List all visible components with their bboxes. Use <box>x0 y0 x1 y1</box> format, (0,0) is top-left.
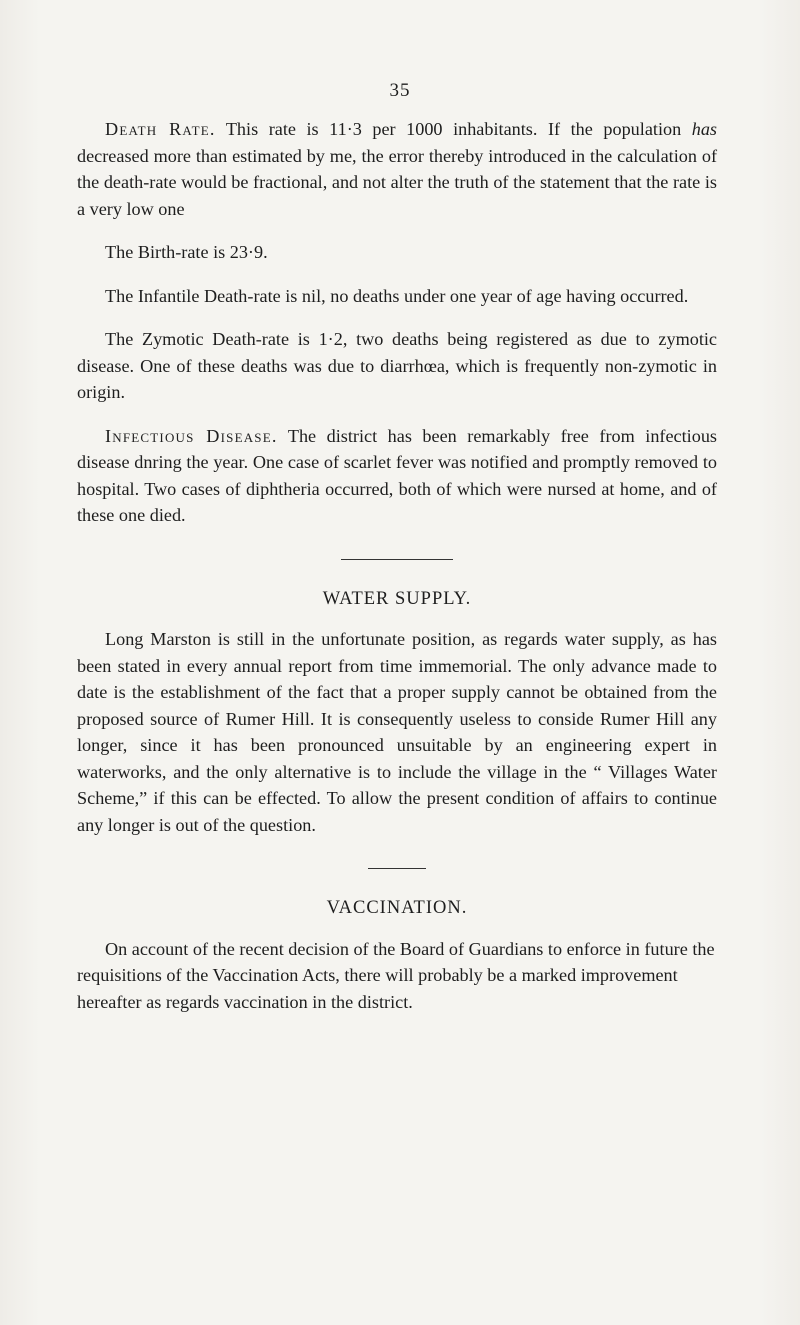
water-supply-paragraph: Long Marston is still in the unfortunate position, as regards water supply, as has been stated in every annual report from time immemorial. The only advance made to date is the establishment of the fact that a proper supply cannot be obtained from the proposed source of Rumer Hill. It is consequently useless to conside Rumer Hill any longer, since it has been pronounced unsuitable by an engineering expert in waterworks, and the only alternative is to include the village in the “ Villages Water Scheme,” if this can be effected. To allow the present condition of affairs to continue any longer is out of the question. <box>77 629 717 835</box>
vaccination-heading: VACCINATION. <box>326 898 468 918</box>
vaccination-paragraph: On account of the recent decision of the Board of Guardians to enforce in future the requisitions of the Vaccination Acts, there will probably be a marked improvement hereafter as regards vaccination in the district. <box>77 938 715 1012</box>
zymotic-death-rate-paragraph: The Zymotic Death-rate is 1·2, two deaths being registered as due to zymotic disease. One of these deaths was due to diarrhœa, which is frequently non-zymotic in origin. <box>77 329 717 402</box>
death-rate-text-1: This rate is 11·3 per 1000 inhabitants. If the population <box>215 119 692 139</box>
document-body <box>77 116 717 1032</box>
infectious-disease-lead: Infectious Disease. <box>105 425 278 446</box>
infectious-disease-text: The district has been remarkably free from infectious disease dnring the year. One case of scarlet fever was notified and promptly removed to hospital. Two cases of diphtheria occurred, both of which were nursed at home, and of these one died. <box>77 425 718 525</box>
water-supply-heading: WATER SUPPLY. <box>322 588 472 609</box>
death-rate-lead: Death Rate. <box>105 119 216 139</box>
page-number: 35 <box>389 80 411 101</box>
section-divider <box>341 559 453 560</box>
death-rate-text-2: decreased more than estimated by me, the error thereby introduced in the calculation of the death-rate would be fractional, and not alter the truth of the statement that the rate is a very low one <box>77 145 717 219</box>
death-rate-paragraph <box>77 116 717 222</box>
death-rate-emphasis: has <box>691 119 717 139</box>
birth-rate-paragraph: The Birth-rate is 23·9. <box>105 242 268 262</box>
infectious-disease-paragraph <box>77 423 717 529</box>
section-divider <box>368 868 426 869</box>
infantile-death-rate-paragraph: The Infantile Death-rate is nil, no deaths under one year of age having occurred. <box>105 285 689 306</box>
